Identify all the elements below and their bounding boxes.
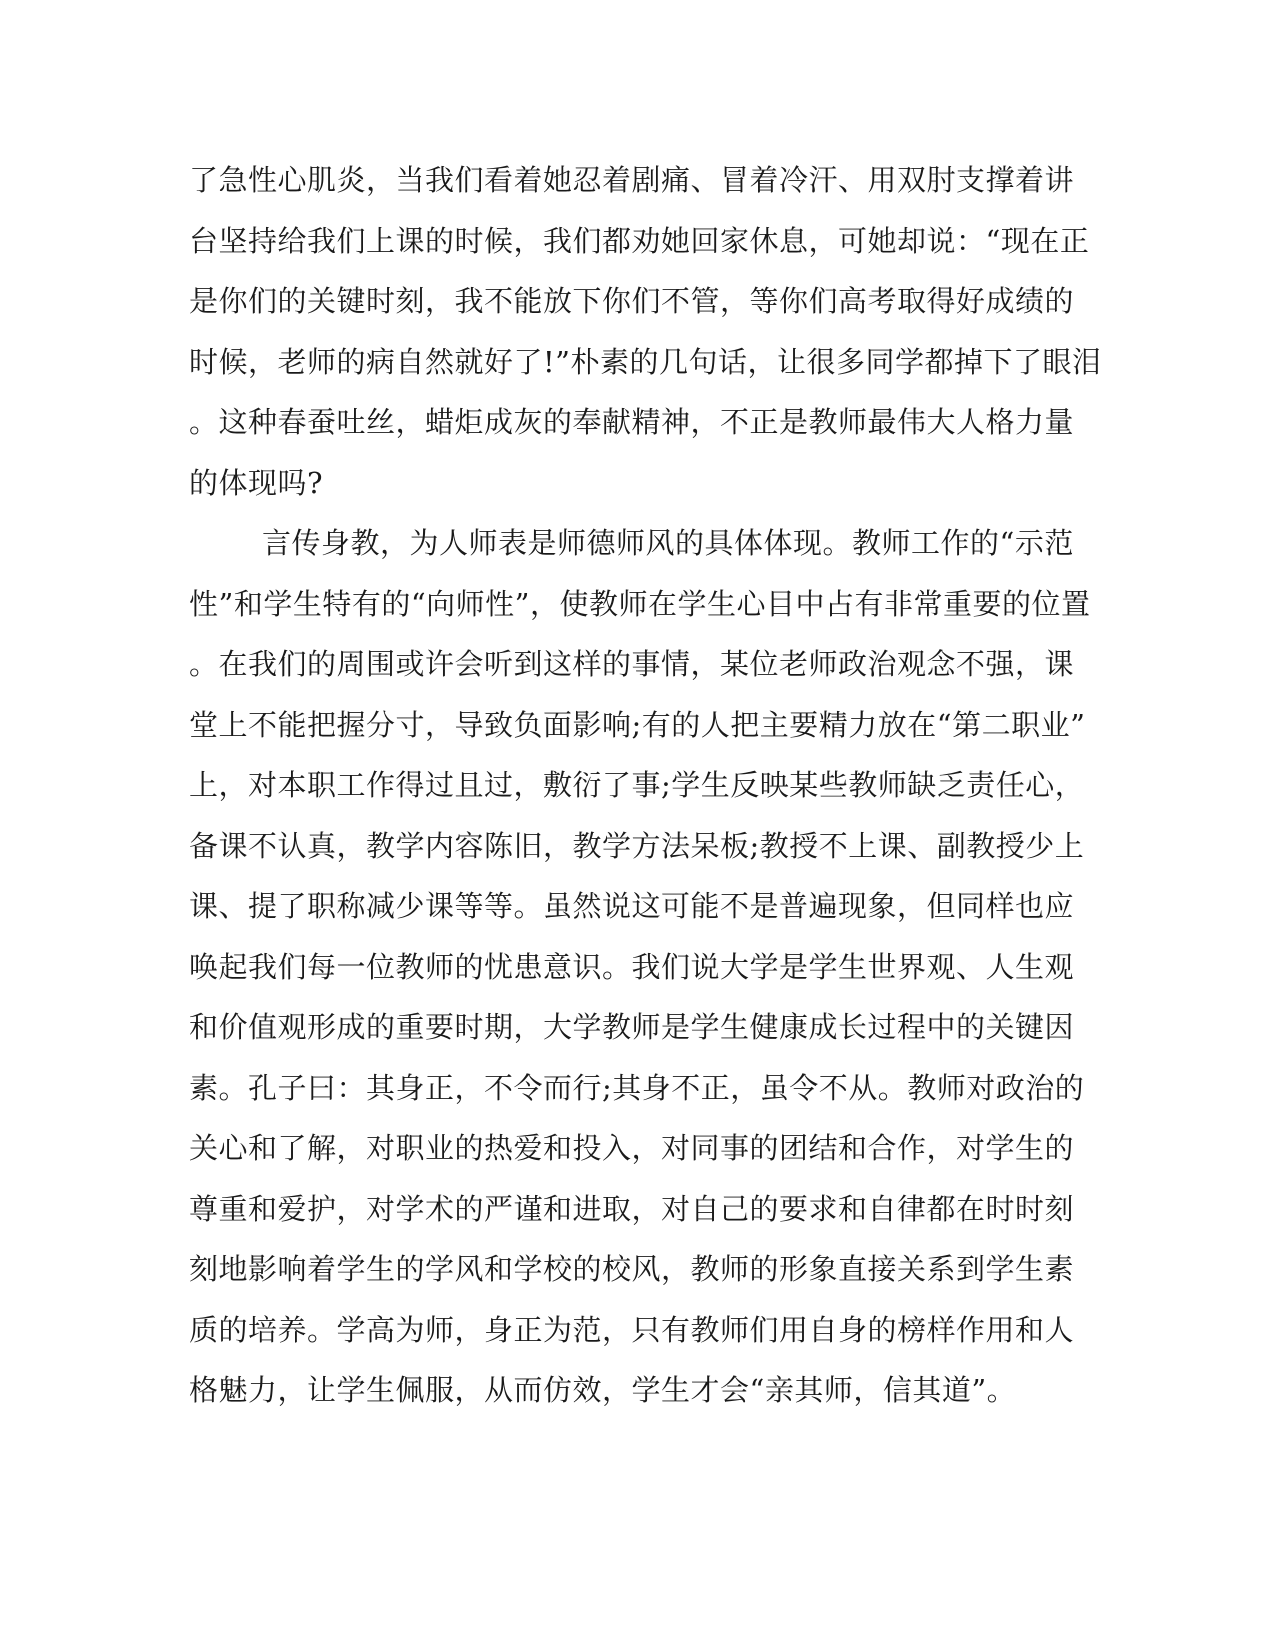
text-line: 是你们的关键时刻，我不能放下你们不管，等你们高考取得好成绩的 bbox=[189, 284, 1075, 318]
text-line: 素。孔子曰：其身正，不令而行;其身不正，虽令不从。教师对政治的 bbox=[189, 1070, 1085, 1105]
text-line: 格魅力，让学生佩服，从而仿效，学生才会“亲其师，信其道”。 bbox=[189, 1373, 1017, 1407]
text-line: 的体现吗? bbox=[189, 465, 324, 500]
text-line: 性”和学生特有的“向师性”，使教师在学生心目中占有非常重要的位置 bbox=[189, 586, 1091, 621]
text-line: 言传身教，为人师表是师德师风的具体体现。教师工作的“示范 bbox=[262, 526, 1074, 560]
text-line: 。这种春蚕吐丝，蜡炬成灰的奉献精神，不正是教师最伟大人格力量 bbox=[189, 405, 1075, 439]
text-line: 尊重和爱护，对学术的严谨和进取，对自己的要求和自律都在时时刻 bbox=[189, 1191, 1075, 1226]
text-line: 质的培养。学高为师，身正为范，只有教师们用自身的榜样作用和人 bbox=[189, 1312, 1075, 1347]
text-line: 时候，老师的病自然就好了!”朴素的几句话，让很多同学都掉下了眼泪 bbox=[189, 344, 1102, 379]
text-line: 关心和了解，对职业的热爱和投入，对同事的团结和合作，对学生的 bbox=[189, 1131, 1075, 1165]
text-line: 唤起我们每一位教师的忧患意识。我们说大学是学生世界观、人生观 bbox=[189, 949, 1075, 984]
paragraph-1 bbox=[189, 150, 1102, 513]
text-line: 备课不认真，教学内容陈旧，教学方法呆板;教授不上课、副教授少上 bbox=[189, 828, 1085, 863]
text-line: 了急性心肌炎，当我们看着她忍着剧痛、冒着冷汗、用双肘支撑着讲 bbox=[189, 163, 1075, 197]
text-line: 。在我们的周围或许会听到这样的事情，某位老师政治观念不强，课 bbox=[189, 647, 1075, 681]
text-line: 课、提了职称减少课等等。虽然说这可能不是普遍现象，但同样也应 bbox=[189, 889, 1075, 923]
paragraph-2 bbox=[189, 513, 1089, 1421]
body-text bbox=[189, 150, 1102, 1421]
text-line: 刻地影响着学生的学风和学校的校风，教师的形象直接关系到学生素 bbox=[189, 1252, 1075, 1286]
text-line: 台坚持给我们上课的时候，我们都劝她回家休息，可她却说：“现在正 bbox=[189, 223, 1090, 258]
text-line: 和价值观形成的重要时期，大学教师是学生健康成长过程中的关键因 bbox=[189, 1010, 1075, 1044]
text-line: 堂上不能把握分寸，导致负面影响;有的人把主要精力放在“第二职业” bbox=[189, 707, 1086, 742]
text-line: 上，对本职工作得过且过，敷衍了事;学生反映某些教师缺乏责任心， bbox=[189, 768, 1085, 802]
